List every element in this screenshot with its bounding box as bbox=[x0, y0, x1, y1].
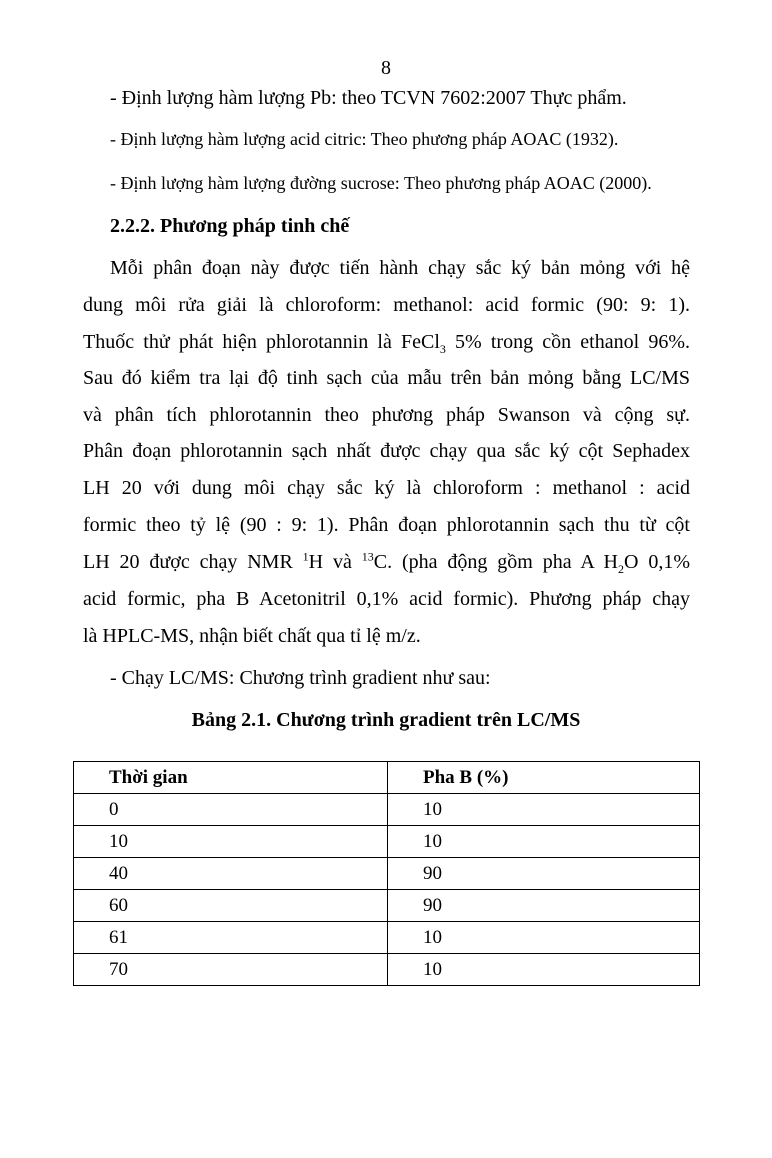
paragraph-line-9: LH 20 được chạy NMR $^1$H và $^{13}$C. (pha động gồm pha A $H_2O$ 0,1% bbox=[83, 550, 690, 574]
paragraph-line-10: acid formic, pha B Acetonitril 0,1% acid formic). Phương pháp chạy bbox=[83, 588, 690, 610]
table-caption: Bảng 2.1. Chương trình gradient trên LC/MS bbox=[191, 709, 581, 731]
table-row bbox=[74, 922, 700, 954]
section-heading: 2.2.2. Phương pháp tinh chế bbox=[110, 215, 350, 237]
table-row bbox=[74, 954, 700, 986]
cell-time: 10 bbox=[74, 826, 388, 858]
cell-time: 70 bbox=[74, 954, 388, 986]
paragraph-line-1: Mỗi phân đoạn này được tiến hành chạy sắc ký bản mỏng với hệ bbox=[110, 257, 690, 279]
header-phase-b: Pha B (%) bbox=[388, 762, 700, 794]
paragraph-line-3: Thuốc thử phát hiện phlorotannin là FeCl$_3$ 5% trong cồn ethanol 96%. bbox=[83, 331, 690, 354]
bullet-pb: - Định lượng hàm lượng Pb: theo TCVN 7602:2007 Thực phẩm. bbox=[110, 87, 627, 109]
paragraph-line-4: Sau đó kiểm tra lại độ tinh sạch của mẫu trên bản mỏng bằng LC/MS bbox=[83, 367, 690, 389]
cell-time: 0 bbox=[74, 794, 388, 826]
paragraph-line-11: là HPLC-MS, nhận biết chất qua tỉ lệ m/z. bbox=[83, 625, 421, 647]
cell-phase-b: 90 bbox=[388, 890, 700, 922]
cell-phase-b: 10 bbox=[388, 922, 700, 954]
cell-time: 40 bbox=[74, 858, 388, 890]
paragraph-line-5: và phân tích phlorotannin theo phương pháp Swanson và cộng sự. bbox=[83, 404, 690, 426]
cell-phase-b: 10 bbox=[388, 794, 700, 826]
paragraph-line-8: formic theo tỷ lệ (90 : 9: 1). Phân đoạn phlorotannin sạch thu từ cột bbox=[83, 514, 690, 536]
header-time: Thời gian bbox=[74, 762, 388, 794]
bullet-citric-acid: - Định lượng hàm lượng acid citric: Theo phương pháp AOAC (1932). bbox=[110, 129, 619, 149]
lcms-intro-line: - Chạy LC/MS: Chương trình gradient như sau: bbox=[110, 667, 491, 689]
table-row bbox=[74, 890, 700, 922]
cell-phase-b: 10 bbox=[388, 826, 700, 858]
table-row bbox=[74, 858, 700, 890]
cell-time: 60 bbox=[74, 890, 388, 922]
cell-phase-b: 10 bbox=[388, 954, 700, 986]
paragraph-line-2: dung môi rửa giải là chloroform: methanol: acid formic (90: 9: 1). bbox=[83, 294, 690, 316]
table-header-row bbox=[74, 762, 700, 794]
paragraph-line-6: Phân đoạn phlorotannin sạch nhất được chạy qua sắc ký cột Sephadex bbox=[83, 440, 690, 462]
gradient-table bbox=[73, 761, 700, 986]
table-row bbox=[74, 794, 700, 826]
bullet-sucrose: - Định lượng hàm lượng đường sucrose: Theo phương pháp AOAC (2000). bbox=[110, 173, 652, 193]
paragraph-line-7: LH 20 với dung môi chạy sắc ký là chloroform : methanol : acid bbox=[83, 477, 690, 499]
table-row bbox=[74, 826, 700, 858]
cell-time: 61 bbox=[74, 922, 388, 954]
cell-phase-b: 90 bbox=[388, 858, 700, 890]
page-number: 8 bbox=[381, 57, 391, 79]
